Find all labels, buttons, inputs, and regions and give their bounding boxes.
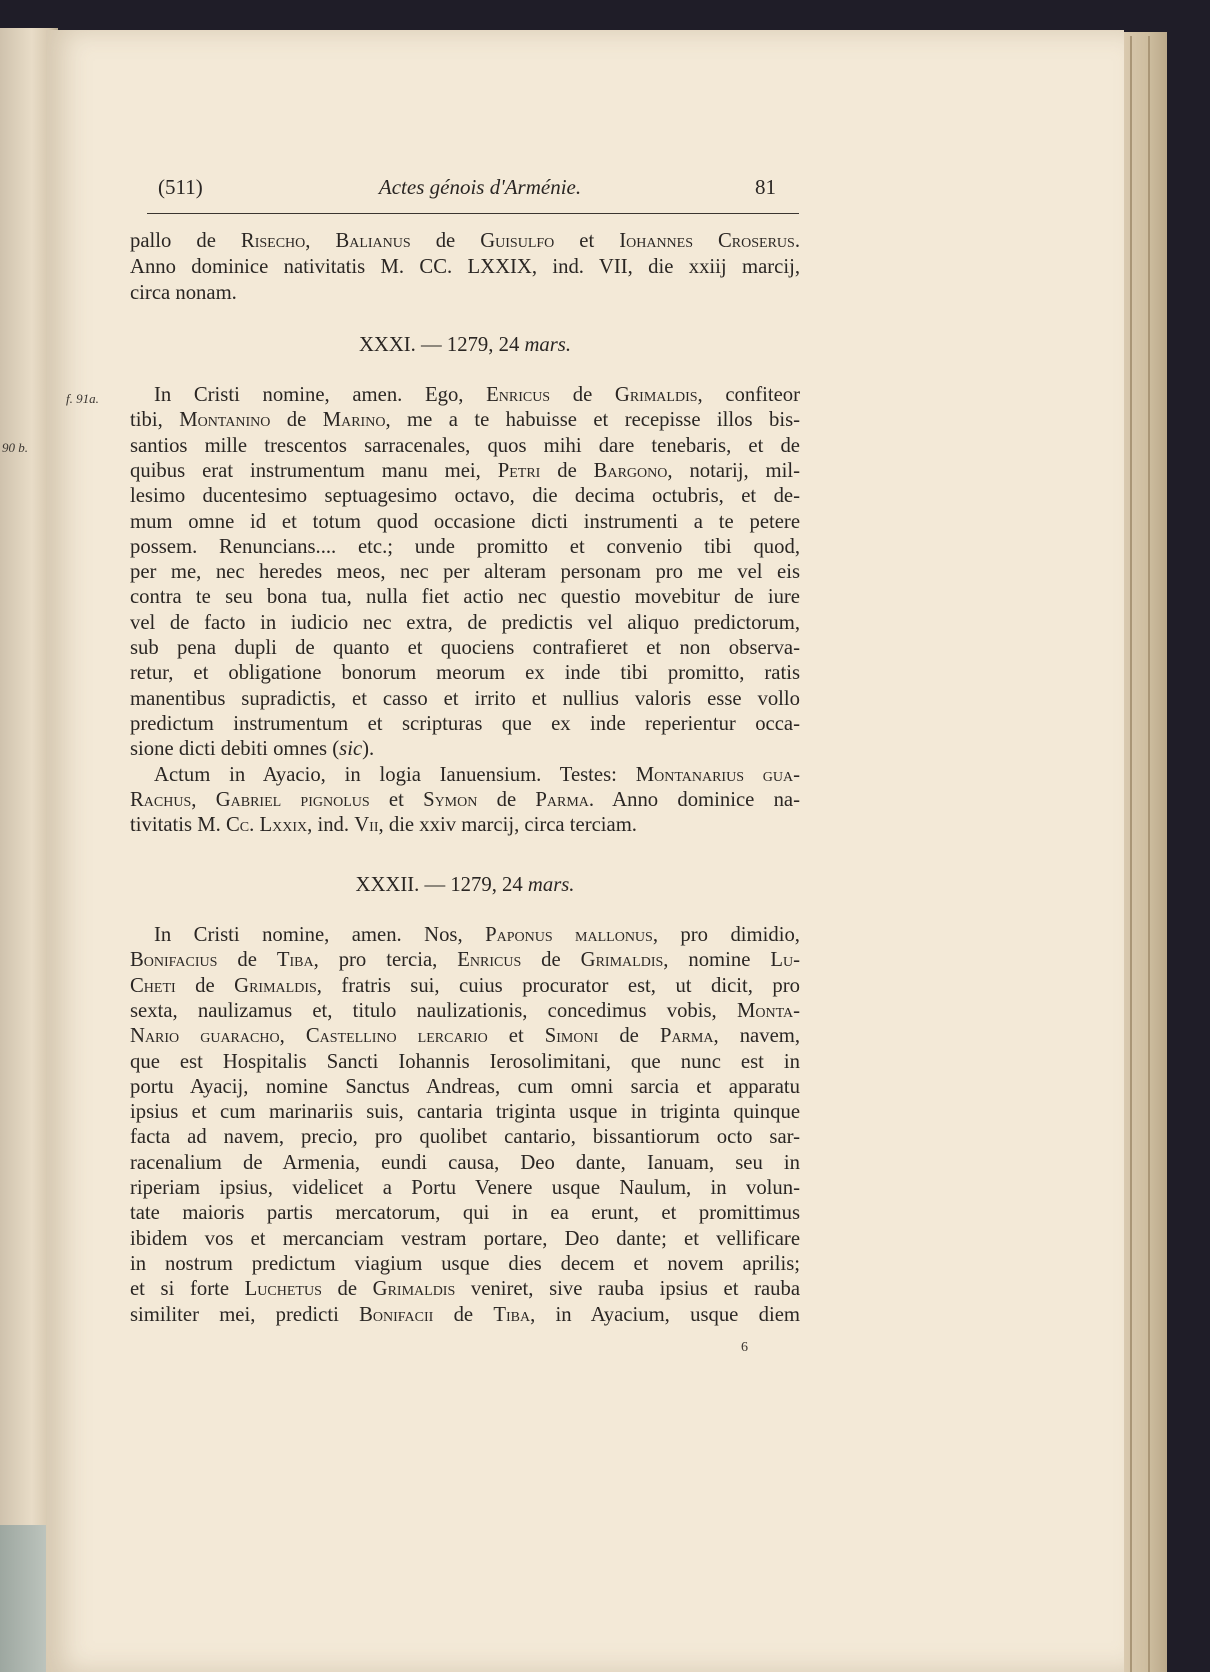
text-line: facta ad navem, precio, pro quolibet cantario, bissantiorum octo sar-: [130, 1126, 800, 1149]
text-line: tibi, Montanino de Marino, me a te habuisse et recepisse illos bis-: [130, 409, 801, 432]
text-line: sexta, naulizamus et, titulo naulizationis, concedimus vobis, Monta-: [130, 999, 800, 1022]
page-reference: (511): [158, 175, 203, 199]
page-edge-line: [1148, 36, 1150, 1672]
text-line: sione dicti debiti omnes (sic).: [130, 738, 375, 761]
text-line: possem. Renuncians.... etc.; unde promitto et convenio tibi quod,: [130, 535, 800, 558]
text-line: circa nonam.: [130, 282, 237, 304]
margin-note-folio-b: 90 b.: [2, 440, 28, 455]
page-number: 81: [755, 175, 776, 199]
text-line: portu Ayacij, nomine Sanctus Andreas, cum omni sarcia et apparatu: [130, 1075, 800, 1098]
text-line: riperiam ipsius, videlicet a Portu Venere usque Naulum, in volun-: [130, 1177, 800, 1199]
text-line: in nostrum predictum viagium usque dies decem et novem aprilis;: [130, 1252, 800, 1275]
text-line: In Cristi nomine, amen. Nos, Paponus mallonus, pro dimidio,: [154, 924, 800, 946]
text-line: contra te seu bona tua, nulla fiet actio nec questio movebitur de iure: [130, 586, 800, 609]
text-line: pallo de Risecho, Balianus de Guisulfo et Iohannes Croserus.: [130, 230, 800, 252]
text-line: ipsius et cum marinariis suis, cantaria triginta usque in triginta quinque: [130, 1101, 800, 1124]
text-line: Cheti de Grimaldis, fratris sui, cuius procurator est, ut dicit, pro: [130, 974, 800, 997]
text-line: manentibus supradictis, et casso et irrito et nullius valoris esse vollo: [130, 687, 800, 710]
text-line: similiter mei, predicti Bonifacii de Tiba, in Ayacium, usque diem: [130, 1303, 800, 1326]
text-line: racenalium de Armenia, eundi causa, Deo dante, Ianuam, seu in: [130, 1151, 800, 1174]
section-heading-xxxi: XXXI. — 1279, 24 mars.: [358, 334, 572, 356]
running-title: Actes génois d'Arménie.: [378, 175, 582, 199]
text-line: santios mille trescentos sarracenales, quos mihi dare tenebaris, et de: [130, 434, 800, 457]
text-line: ibidem vos et mercanciam vestram portare, Deo dante; et vellificare: [130, 1227, 800, 1250]
text-line: per me, nec heredes meos, nec per alteram personam pro me vel eis: [130, 561, 800, 584]
text-line: quibus erat instrumentum manu mei, Petri de Bargono, notarij, mil-: [130, 459, 800, 482]
text-line: vel de facto in iudicio nec extra, de predictis vel aliquo predictorum,: [130, 611, 800, 634]
text-line: tivitatis M. Cc. Lxxix, ind. Vii, die xxiv marcij, circa terciam.: [130, 814, 637, 837]
text-line: que est Hospitalis Sancti Iohannis Ierosolimitani, que nunc est in: [130, 1050, 800, 1073]
text-line: Anno dominice nativitatis M. CC. LXXIX, ind. VII, die xxiij marcij,: [130, 256, 800, 278]
text-line: lesimo ducentesimo septuagesimo octavo, die decima octubris, et de-: [130, 485, 800, 508]
signature-mark: 6: [741, 1340, 748, 1355]
margin-note-folio-a: f. 91a.: [66, 391, 99, 406]
text-line: sub pena dupli de quanto et quociens contrafieret et non observa-: [130, 637, 800, 659]
text-line: tate maioris partis mercatorum, qui in ea erunt, et promittimus: [130, 1202, 800, 1225]
text-line: et si forte Luchetus de Grimaldis veniret, sive rauba ipsius et rauba: [130, 1278, 801, 1301]
section-heading-xxxii: XXXII. — 1279, 24 mars.: [355, 874, 575, 896]
page-edge-line: [1130, 36, 1132, 1672]
text-line: Nario guaracho, Castellino lercario et Simoni de Parma, navem,: [130, 1025, 801, 1048]
text-line: predictum instrumentum et scripturas que ex inde reperientur occa-: [130, 712, 800, 735]
text-line: Bonifacius de Tiba, pro tercia, Enricus de Grimaldis, nomine Lu-: [130, 949, 801, 972]
text-line: retur, et obligatione bonorum meorum ex inde tibi promitto, ratis: [130, 662, 800, 685]
header-rule: [147, 213, 799, 214]
text-line: In Cristi nomine, amen. Ego, Enricus de Grimaldis, confiteor: [154, 384, 800, 406]
text-line: Actum in Ayacio, in logia Ianuensium. Testes: Montanarius gua-: [154, 763, 800, 786]
binding-strip: [0, 1525, 50, 1672]
text-line: mum omne id et totum quod occasione dicti instrumenti a te petere: [130, 510, 800, 533]
text-line: Rachus, Gabriel pignolus et Symon de Parma. Anno dominice na-: [130, 788, 801, 811]
